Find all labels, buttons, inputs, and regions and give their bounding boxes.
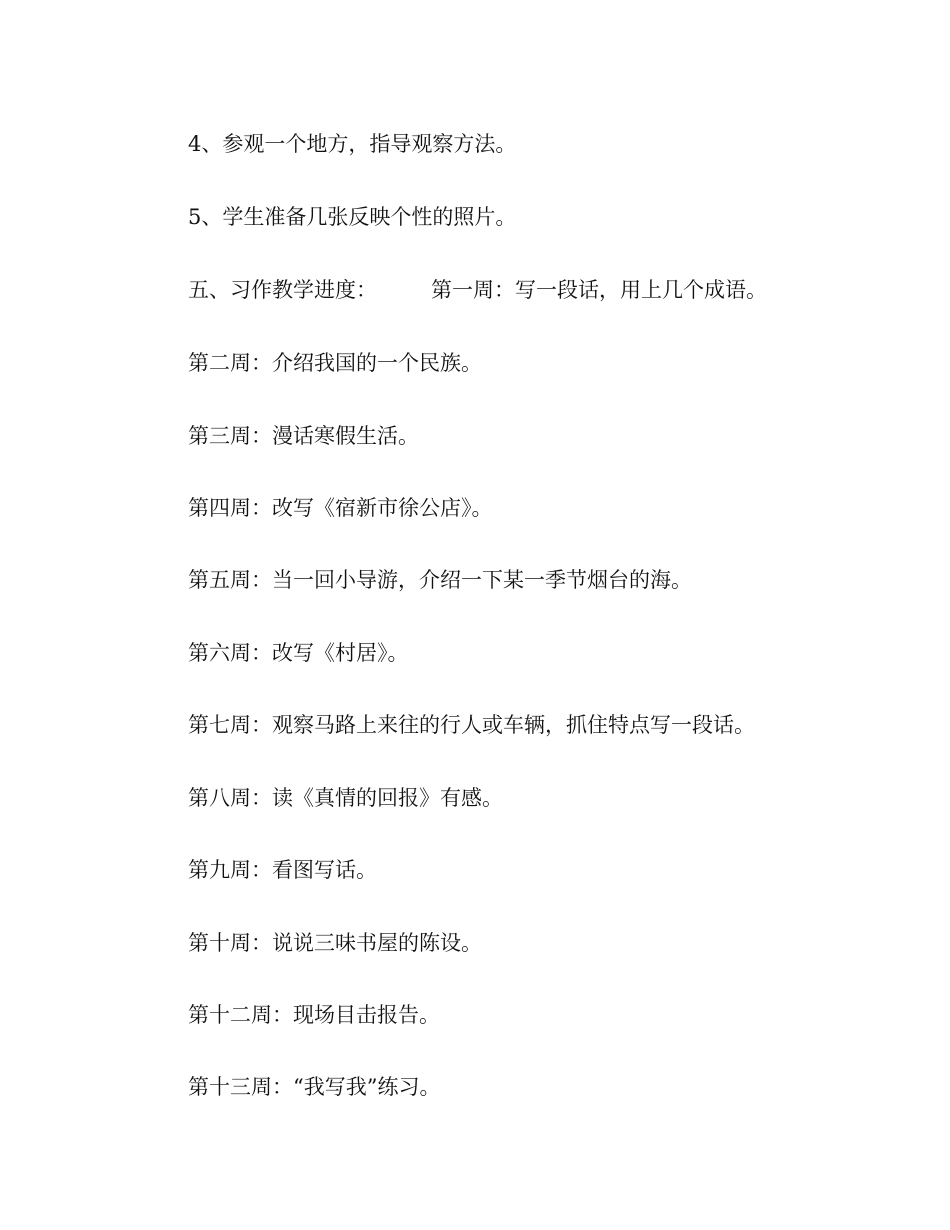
week-entry: 第十周：说说三味书屋的陈设。 bbox=[188, 931, 482, 955]
week-entry: 第七周：观察马路上来往的行人或车辆，抓住特点写一段话。 bbox=[188, 713, 755, 737]
week-entry: 第五周：当一回小导游，介绍一下某一季节烟台的海。 bbox=[188, 568, 692, 592]
week-entry: 第十二周：现场目击报告。 bbox=[188, 1003, 440, 1027]
week-entry: 第六周：改写《村居》。 bbox=[188, 641, 409, 665]
week-entry: 第一周：写一段话，用上几个成语。 bbox=[431, 278, 767, 302]
week-entry: 第八周：读《真情的回报》有感。 bbox=[188, 786, 503, 810]
week-entry: 第三周：漫话寒假生活。 bbox=[188, 424, 419, 448]
section-heading: 五、习作教学进度： bbox=[188, 278, 377, 302]
text-line: 5、学生准备几张反映个性的照片。 bbox=[188, 205, 517, 229]
week-entry: 第十三周：“我写我”练习。 bbox=[188, 1075, 441, 1099]
text-line: 4、参观一个地方，指导观察方法。 bbox=[188, 132, 517, 156]
section-heading-line bbox=[188, 277, 767, 303]
week-entry: 第二周：介绍我国的一个民族。 bbox=[188, 351, 482, 375]
week-entry: 第四周：改写《宿新市徐公店》。 bbox=[188, 496, 493, 520]
week-entry: 第九周：看图写话。 bbox=[188, 858, 377, 882]
